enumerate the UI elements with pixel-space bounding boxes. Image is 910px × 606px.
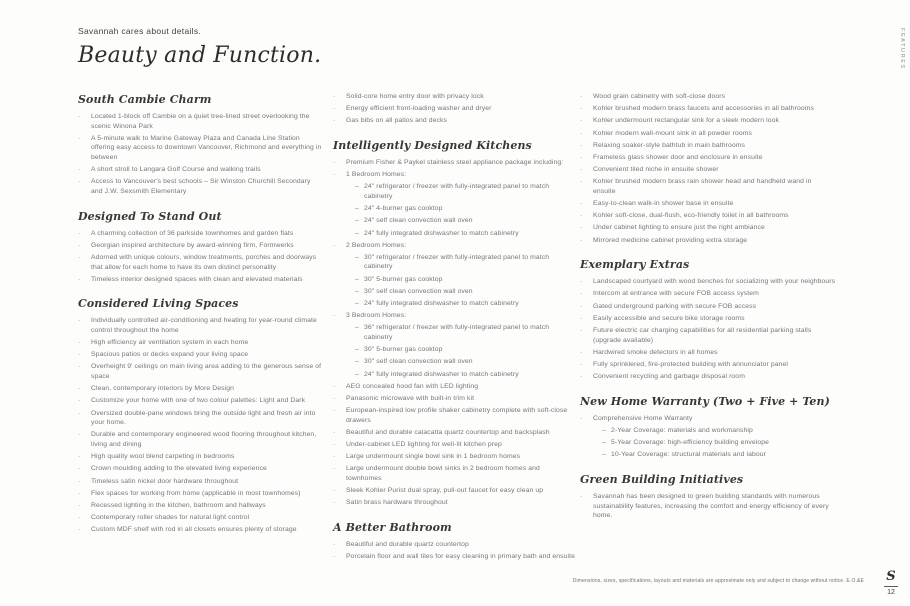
feature-item [333,540,576,550]
section-heading: A Better Bathroom [333,521,452,535]
feature-text: Crown moulding adding to the elevated living experience [91,465,267,473]
feature-item [580,348,836,358]
feature-text: Sleek Kohler Purist dual spray, pull-out faucet for easy clean up [346,487,544,495]
feature-text: Landscaped courtyard with wood benches for socializing with your neighbours [593,278,836,286]
feature-item [580,141,836,151]
feature-section [333,139,576,508]
bullet-icon: · [333,312,336,320]
feature-text: Beautiful and durable calacatta quartz countertop and backsplash [346,428,550,436]
feature-subitem [333,357,576,367]
bullet-icon: · [580,141,583,149]
bullet-icon: · [580,236,583,244]
dash-icon: – [355,275,359,283]
bullet-icon: · [78,229,81,237]
feature-section [78,297,323,535]
feature-text: Frameless glass shower door and enclosure in ensuite [593,153,763,161]
feature-text: Savannah has been designed to green building standards with numerous sustainability features, increasing the comfort and energy efficiency of every home. [593,492,829,520]
dash-icon: – [602,451,606,459]
feature-subitem [333,182,576,201]
feature-item [78,253,323,272]
feature-item [78,513,323,523]
section-heading: New Home Warranty (Two + Five + Ten) [580,394,830,408]
bullet-icon: · [580,360,583,368]
feature-text: Customize your home with one of two colour palettes: Light and Dark [91,397,306,405]
feature-text: 3 Bedroom Homes: [346,312,407,320]
feature-text: Contemporary roller shades for natural light control [91,514,250,522]
feature-item [580,177,836,196]
feature-text: Hardwired smoke detectors in all homes [593,348,718,356]
feature-text: European-inspired low profile shaker cabinetry complete with soft-close drawers [346,407,568,424]
feature-text: Intercom at entrance with secure FOB access system [593,290,759,298]
feature-text: 1 Bedroom Homes: [346,171,407,179]
dash-icon: – [355,217,359,225]
bullet-icon: · [78,178,81,186]
feature-text: Oversized double-pane windows bring the outside light and fresh air into your home. [91,409,316,427]
feature-text: Gas bibs on all patios and decks [346,117,448,125]
feature-text: Access to Vancouver's best schools – Sir Winston Churchill Secondary and J.W. Sexsmith Elementary [91,178,311,195]
feature-text: A charming collection of 36 parkside townhomes and garden flats [91,229,294,237]
bullet-icon: · [333,407,336,415]
bullet-icon: · [333,394,336,402]
bullet-icon: · [580,290,583,298]
feature-text: Relaxing soaker-style bathtub in main bathrooms [593,141,746,149]
bullet-icon: · [78,363,81,371]
feature-text: Easy-to-clean walk-in shower base in ensuite [593,200,734,208]
dash-icon: – [602,426,606,434]
bullet-icon: · [580,348,583,356]
bullet-icon: · [78,409,81,417]
feature-item [333,552,576,562]
bullet-icon: · [333,453,336,461]
dash-icon: – [602,439,606,447]
bullet-icon: · [78,526,81,534]
bullet-icon: · [78,453,81,461]
feature-item [580,360,836,370]
feature-item [78,275,323,285]
feature-item [333,440,576,450]
bullet-icon: · [78,166,81,174]
bullet-icon: · [78,397,81,405]
feature-text: Adorned with unique colours, window treatments, porches and doorways that allow for each home to have its own distinct personality [91,253,317,271]
feature-item [78,409,323,428]
bullet-icon: · [580,166,583,174]
feature-subitem [333,216,576,226]
bullet-icon: · [78,275,81,283]
feature-item [580,326,836,345]
bullet-icon: · [78,385,81,393]
feature-item [78,338,323,348]
feature-section [78,210,323,285]
bullet-icon: · [580,414,583,422]
feature-text: Kohler undermount rectangular sink for a sleek modern look [593,117,780,125]
feature-item [580,153,836,163]
feature-item [78,430,323,449]
feature-text: Comprehensive Home Warranty [593,414,693,422]
section-heading: Green Building Initiatives [580,472,744,486]
dash-icon: – [355,205,359,213]
bullet-icon: · [333,93,336,100]
feature-item [78,177,323,196]
feature-section [580,395,836,460]
dash-icon: – [355,287,359,295]
feature-text: Large undermount single bowl sink in 1 bedroom homes [346,453,521,461]
feature-text: Future electric car charging capabilities for all residential parking stalls (upgrade available) [593,327,812,344]
feature-text: Mirrored medicine cabinet providing extra storage [593,236,748,244]
feature-text: Kohler soft-close, dual-flush, eco-friendly toilet in all bathrooms [593,212,789,220]
feature-subtext: 24" refrigerator / freezer with fully-integrated panel to match cabinetry [364,183,550,200]
savannah-logo-icon: S [886,569,896,584]
bullet-icon: · [78,501,81,509]
feature-subtext: 5-Year Coverage: high-efficiency building envelope [611,439,770,447]
dash-icon: – [355,324,359,332]
feature-subitem [580,426,836,436]
bullet-icon: · [333,465,336,473]
feature-item [333,406,576,425]
bullet-icon: · [333,441,336,449]
dash-icon: – [355,300,359,308]
feature-text: High efficiency air ventilation system in each home [91,339,249,347]
bullet-icon: · [580,93,583,100]
column-2 [333,92,576,564]
dash-icon: – [355,253,359,261]
feature-item [580,372,836,382]
bullet-icon: · [580,302,583,310]
bullet-icon: · [580,153,583,161]
bullet-icon: · [580,327,583,334]
feature-text: Overheight 9' ceilings on main living area adding to the generous sense of space [91,363,322,381]
bullet-icon: · [333,241,336,249]
bullet-icon: · [580,314,583,322]
feature-text: Gated underground parking with secure FOB access [593,302,757,310]
feature-item [78,477,323,487]
bullet-icon: · [78,477,81,485]
feature-subtext: 24" fully integrated dishwasher to match cabinetry [364,300,519,308]
feature-text: Individually controlled air-conditioning and heating for year-round climate control throughout the home [91,317,317,334]
feature-subitem [333,370,576,380]
feature-item [580,414,836,424]
footer-logo-block [880,570,902,596]
feature-subtext: 24" 4-burner gas cooktop [364,205,443,213]
column-3 [580,92,836,523]
feature-text: Premium Fisher & Paykel stainless steel appliance package including: [346,158,564,166]
dash-icon: – [355,229,359,237]
feature-text: Georgian inspired architecture by award-winning firm, Formwerks [91,241,294,249]
section-heading: Exemplary Extras [580,258,690,272]
dash-icon: – [355,370,359,378]
feature-item [78,165,323,175]
feature-subitem [333,287,576,297]
bullet-icon: · [78,339,81,347]
feature-item [78,112,323,131]
feature-subitem [333,204,576,214]
feature-text: Located 1-block off Cambie on a quiet tree-lined street overlooking the scenic Winona Park [91,113,310,130]
feature-item [78,396,323,406]
feature-subitem [580,438,836,448]
feature-section [78,93,323,197]
feature-item [333,464,576,483]
bullet-icon: · [78,514,81,522]
section-heading: Designed To Stand Out [78,209,222,223]
bullet-icon: · [333,499,336,507]
feature-text: Kohler brushed modern brass faucets and accessories in all bathrooms [593,105,815,113]
feature-section [580,258,836,382]
feature-text: Large undermount double bowl sinks in 2 bedroom homes and townhomes [346,465,540,483]
dash-icon: – [355,358,359,366]
feature-text: Beautiful and durable quartz countertop [346,541,469,549]
feature-text: Under cabinet lighting to ensure just the right ambiance [593,224,765,232]
feature-text: Porcelain floor and wall tiles for easy cleaning in primary bath and ensuite [346,553,575,561]
feature-item [580,199,836,209]
feature-item [580,492,836,521]
feature-subtext: 24" fully integrated dishwasher to match cabinetry [364,229,519,237]
side-tab-label: FEATURES [899,28,905,70]
feature-section [333,521,576,562]
feature-text: Kohler brushed modern brass rain shower head and handheld wand in ensuite [593,178,812,195]
feature-subtext: 30" refrigerator / freezer with fully-integrated panel to match cabinetry [364,253,550,271]
footer-rule [884,586,898,587]
feature-item [333,170,576,180]
eyebrow-text: Savannah cares about details. [78,26,202,36]
bullet-icon: · [580,117,583,125]
feature-text: Solid-core home entry door with privacy lock [346,93,484,100]
feature-item [78,525,323,535]
feature-text: Timeless interior designed spaces with clean and elevated materials [91,275,303,283]
feature-text: Under-cabinet LED lighting for well-lit kitchen prep [346,441,502,449]
feature-item [333,428,576,438]
feature-text: A 5-minute walk to Marine Gateway Plaza and Canada Line Station offering easy access to downtown Vancouver, Richmond and everything in between [91,134,322,161]
feature-item [333,158,576,168]
feature-item [333,116,576,126]
feature-subitem [333,323,576,342]
section-heading: Considered Living Spaces [78,297,239,311]
feature-text: AEG concealed hood fan with LED lighting [346,382,479,390]
feature-subtext: 10-Year Coverage: structural materials and labour [611,451,767,459]
feature-item [580,104,836,114]
bullet-icon: · [333,171,336,179]
bullet-icon: · [78,134,81,142]
feature-subtext: 24" fully integrated dishwasher to match cabinetry [364,370,519,378]
bullet-icon: · [333,382,336,390]
bullet-icon: · [333,105,336,113]
feature-item [333,92,576,102]
feature-subitem [333,345,576,355]
dash-icon: – [355,346,359,354]
section-heading: Intelligently Designed Kitchens [333,138,532,152]
feature-section [580,92,836,245]
feature-item [580,302,836,312]
feature-item [333,311,576,321]
feature-item [78,241,323,251]
feature-section [333,92,576,126]
feature-item [78,501,323,511]
bullet-icon: · [78,113,81,120]
column-1 [78,92,323,537]
bullet-icon: · [78,431,81,439]
feature-text: A short stroll to Langara Golf Course and walking trails [91,166,261,174]
bullet-icon: · [580,105,583,113]
bullet-icon: · [580,212,583,220]
feature-text: Recessed lighting in the kitchen, bathroom and hallways [91,501,266,509]
feature-item [333,382,576,392]
feature-text: Easily accessible and secure bike storage rooms [593,314,745,322]
feature-subtext: 36" refrigerator / freezer with fully-integrated panel to match cabinetry [364,324,550,341]
feature-text: Wood grain cabinetry with soft-close doors [593,93,726,100]
feature-text: Energy efficient front-loading washer and dryer [346,105,492,113]
bullet-icon: · [333,541,336,549]
feature-text: Convenient recycling and garbage disposal room [593,373,745,381]
page-header [78,26,321,68]
feature-item [333,498,576,508]
bullet-icon: · [78,241,81,249]
feature-subitem [333,229,576,239]
feature-item [78,384,323,394]
bullet-icon: · [333,158,336,166]
feature-item [580,129,836,139]
bullet-icon: · [78,317,81,325]
feature-item [333,452,576,462]
feature-item [78,316,323,335]
feature-item [333,486,576,496]
bullet-icon: · [580,200,583,208]
bullet-icon: · [580,278,583,286]
feature-text: Fully sprinklered, fire-protected building with annunciator panel [593,360,789,368]
feature-text: Kohler modern wall-mount sink in all powder rooms [593,129,753,137]
feature-section [580,473,836,521]
feature-text: Satin brass hardware throughout [346,499,448,507]
bullet-icon: · [333,117,336,125]
bullet-icon: · [333,428,336,436]
feature-item [580,211,836,221]
feature-item [333,394,576,404]
feature-subtext: 24" self clean convection wall oven [364,217,473,225]
footer-disclaimer: Dimensions, sizes, specifications, layouts and materials are approximate only and subject to change without notice. E.O.&E [572,578,864,584]
feature-text: 2 Bedroom Homes: [346,241,407,249]
feature-subtext: 30" 5-burner gas cooktop [364,275,443,283]
feature-item [333,241,576,251]
bullet-icon: · [78,253,81,261]
feature-text: Clean, contemporary interiors by More Design [91,385,235,393]
feature-item [78,350,323,360]
feature-item [78,464,323,474]
feature-subitem [333,299,576,309]
feature-subtext: 2-Year Coverage: materials and workmanship [611,426,753,434]
feature-subtext: 30" self clean convection wall oven [364,287,473,295]
feature-item [580,92,836,102]
feature-item [78,452,323,462]
bullet-icon: · [580,224,583,232]
feature-text: High quality wool blend carpeting in bedrooms [91,453,235,461]
feature-subtext: 30" 5-burner gas cooktop [364,346,443,354]
feature-item [78,134,323,163]
dash-icon: – [355,183,359,191]
feature-item [333,104,576,114]
feature-item [78,229,323,239]
feature-item [78,362,323,381]
feature-text: Durable and contemporary engineered wood flooring throughout kitchen, living and dining [91,431,317,448]
feature-text: Custom MDF shelf with rod in all closets ensures plenty of storage [91,526,297,534]
feature-subtext: 30" self clean convection wall oven [364,358,473,366]
bullet-icon: · [333,553,336,561]
feature-text: Flex spaces for working from home (applicable in most townhomes) [91,489,301,497]
bullet-icon: · [580,129,583,137]
feature-text: Timeless satin nickel door hardware throughout [91,477,239,485]
page-number: 12 [887,589,895,596]
feature-item [580,165,836,175]
feature-subitem [333,253,576,272]
feature-item [580,289,836,299]
bullet-icon: · [333,487,336,495]
bullet-icon: · [78,465,81,473]
feature-subitem [580,450,836,460]
feature-text: Spacious patios or decks expand your living space [91,351,249,359]
bullet-icon: · [78,351,81,359]
feature-item [580,236,836,246]
page-title: Beauty and Function. [78,43,322,68]
feature-item [78,489,323,499]
feature-item [580,277,836,287]
feature-item [580,223,836,233]
feature-text: Panasonic microwave with built-in trim kit [346,394,475,402]
feature-subitem [333,275,576,285]
bullet-icon: · [580,178,583,186]
section-heading: South Cambie Charm [78,93,212,106]
bullet-icon: · [580,492,583,500]
feature-item [580,314,836,324]
bullet-icon: · [78,489,81,497]
feature-text: Convenient tiled niche in ensuite shower [593,166,719,174]
bullet-icon: · [580,373,583,381]
feature-item [580,116,836,126]
